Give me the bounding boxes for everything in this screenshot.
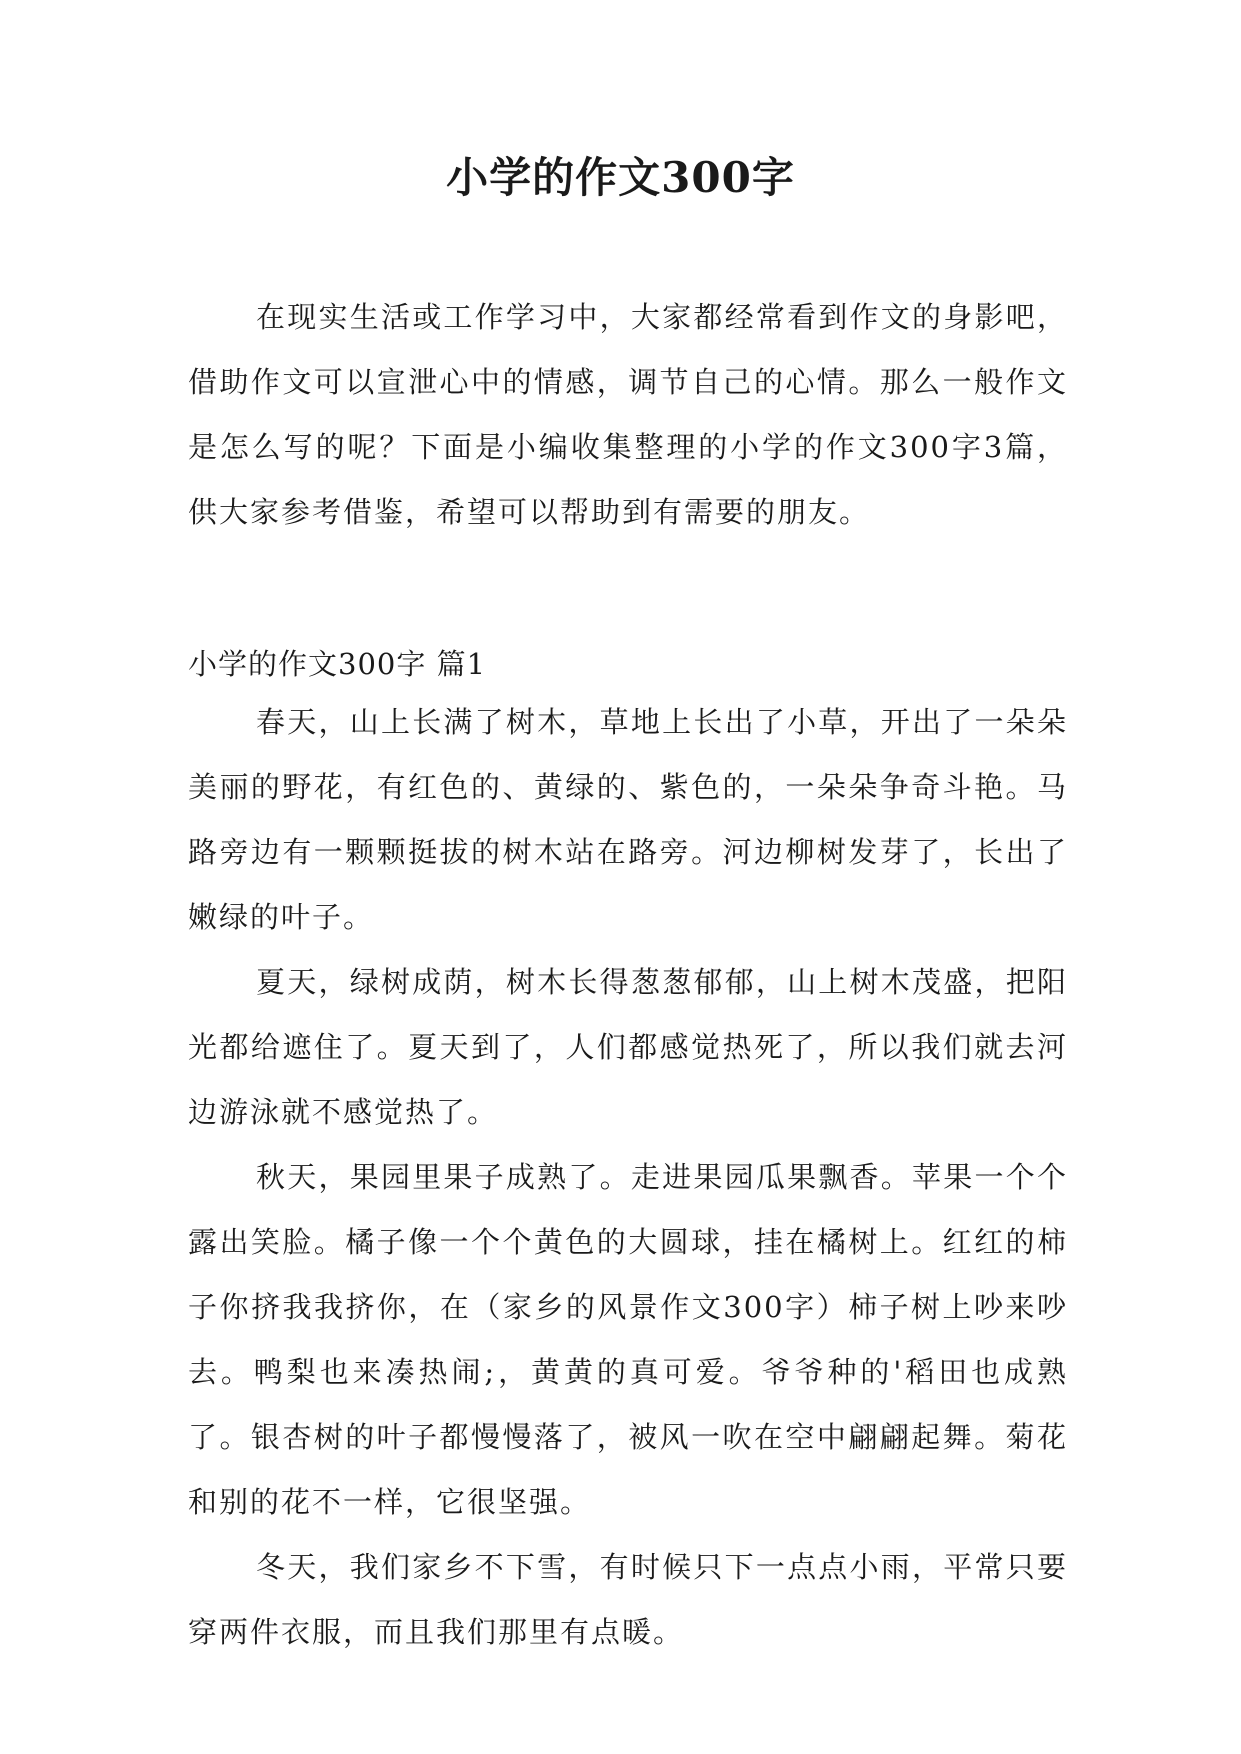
section-heading: 小学的作文300字 篇1 <box>188 647 487 681</box>
intro-paragraph: 在现实生活或工作学习中，大家都经常看到作文的身影吧，借助作文可以宣泄心中的情感，调节自己的心情。那么一般作文是怎么写的呢？下面是小编收集整理的小学的作文300字3篇，供大家参考借鉴，希望可以帮助到有需要的朋友。 <box>188 300 1068 529</box>
paragraph-winter: 冬天，我们家乡不下雪，有时候只下一点点小雨，平常只要穿两件衣服，而且我们那里有点暖。 <box>188 1550 1068 1649</box>
paragraph-spring: 春天，山上长满了树木，草地上长出了小草，开出了一朵朵美丽的野花，有红色的、黄绿的、紫色的，一朵朵争奇斗艳。马路旁边有一颗颗挺拔的树木站在路旁。河边柳树发芽了，长出了嫩绿的叶子。 <box>188 705 1068 934</box>
paragraph-autumn: 秋天，果园里果子成熟了。走进果园瓜果飘香。苹果一个个露出笑脸。橘子像一个个黄色的大圆球，挂在橘树上。红红的柿子你挤我我挤你，在（家乡的风景作文300字）柿子树上吵来吵去。鸭梨也来凑热闹;，黄黄的真可爱。爷爷种的'稻田也成熟了。银杏树的叶子都慢慢落了，被风一吹在空中翩翩起舞。菊花和别的花不一样，它很坚强。 <box>188 1160 1068 1519</box>
paragraph-summer: 夏天，绿树成荫，树木长得葱葱郁郁，山上树木茂盛，把阳光都给遮住了。夏天到了，人们都感觉热死了，所以我们就去河边游泳就不感觉热了。 <box>188 965 1068 1129</box>
intro-block <box>188 285 1068 545</box>
page-title: 小学的作文300字 <box>446 153 795 202</box>
essay-body <box>188 690 1068 1665</box>
